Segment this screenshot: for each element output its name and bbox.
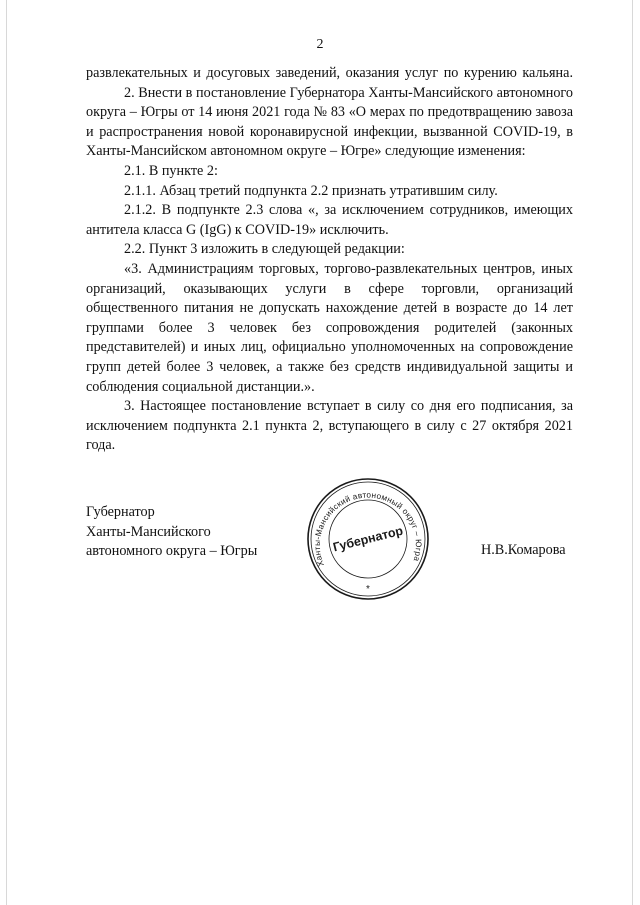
paragraph-item-2: 2. Внести в постановление Губернатора Ханты-Мансийского автономного округа – Югры от 14 июня 2021 года № 83 «О мерах по предотвращению завоза и распространения новой коронавирусной инфекции, вызванной COVID-19, в Ханты-Мансийском автономном округе – Югре» следующие изменения: [86, 84, 573, 160]
paragraph-quoted-item-3: «3. Администрациям торговых, торгово-развлекательных центров, иных организаций, оказывающих услуги в сфере торговли, организаций общественного питания не допускать нахождение детей в возрасте до 14 лет группами более 3 человек без сопровождения родителей (законных представителей) и иных лиц, официально уполномоченных на сопровождение групп детей более 3 человек, а также без средств индивидуальной защиты и соблюдения социальной дистанции.». [86, 260, 573, 395]
signer-title-line-2: Ханты-Мансийского [86, 523, 211, 540]
svg-text:Губернатор: Губернатор [331, 523, 405, 555]
page-number: 2 [316, 37, 324, 52]
svg-text:*: * [366, 584, 370, 595]
paragraph-item-2-1: 2.1. В пункте 2: [124, 162, 218, 179]
signer-title-line-1: Губернатор [86, 504, 155, 520]
signature-block [86, 503, 286, 562]
paragraph-item-3: 3. Настоящее постановление вступает в силу со дня его подписания, за исключением подпункта 2.1 пункта 2, вступающего в силу с 27 октября 2021 года. [86, 398, 573, 454]
scan-edge-left [6, 0, 7, 905]
signer-title-line-3: автономного округа – Югры [86, 543, 258, 560]
scan-edge-right [632, 0, 633, 905]
signer-name: Н.В.Комарова [481, 542, 566, 558]
paragraph-item-2-1-1: 2.1.1. Абзац третий подпункта 2.2 признать утратившим силу. [124, 182, 498, 199]
document-body [86, 64, 573, 456]
paragraph-item-2-2: 2.2. Пункт 3 изложить в следующей редакции: [124, 241, 405, 258]
official-seal-stamp [306, 477, 430, 601]
paragraph-item-2-1-2: 2.1.2. В подпункте 2.3 слова «, за исключением сотрудников, имеющих антитела класса G (IgG) к COVID-19» исключить. [86, 202, 573, 238]
svg-text:Ханты-Мансийский автономный ок: Ханты-Мансийский автономный округ – Югра [312, 490, 424, 568]
paragraph-continuation: развлекательных и досуговых заведений, оказания услуг по курению кальяна. [86, 65, 573, 81]
